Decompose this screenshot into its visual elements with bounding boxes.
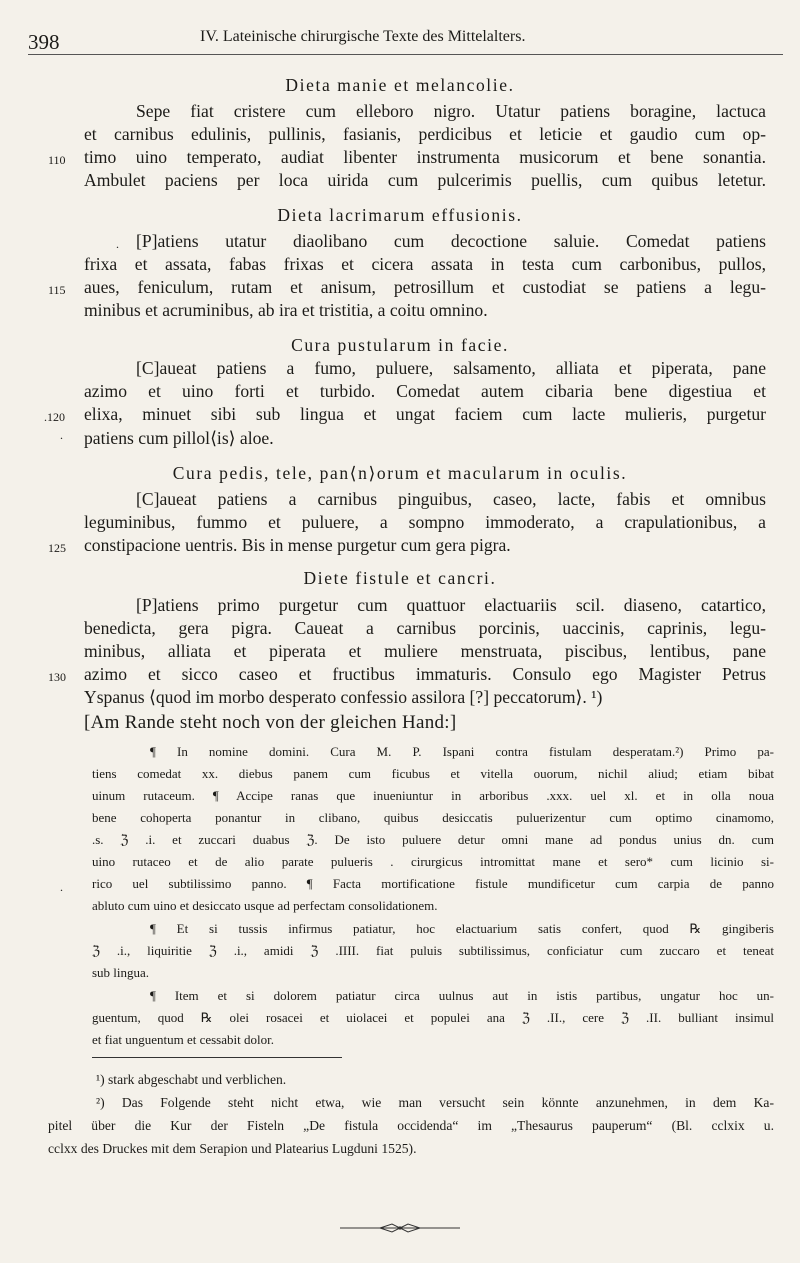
section-heading: Dieta manie et melancolie. (285, 75, 515, 95)
text-line: Yspanus ⟨quod im morbo desperato confessio assilora [?] peccatorum⟩. ¹) (84, 687, 603, 707)
small-print-line: uinum rutaceum. ¶ Accipe ranas que inueniuntur in arboribus .xxx. uel xl. et in olla noua (92, 788, 774, 803)
small-print-line: rico uel subtilissimo panno. ¶ Facta mortificatione fistule mundificetur cum carpia de panno (92, 876, 774, 891)
page-header (28, 22, 788, 52)
small-print-line: guentum, quod ℞ olei rosacei et uiolacei et populei ana ℨ .II., cere ℨ .II. bulliant insimul (92, 1010, 774, 1025)
text-line: [P]atiens utatur diaolibano cum decoctione saluie. Comedat patiens (136, 231, 766, 251)
text-line: elixa, minuet sibi sub lingua et ungat faciem cum lacte mulieris, purgetur (84, 404, 766, 424)
running-head: IV. Lateinische chirurgische Texte des Mittelalters. (200, 28, 526, 45)
small-print-line: bene cohoperta ponantur in clibano, quibus desiccatis puluerizentur cum optimo cinamomo, (92, 810, 774, 825)
line-number: 125 (48, 541, 66, 555)
footnote-line: ²) Das Folgende steht nicht etwa, wie man versucht sein könnte anzunehmen, in dem Ka- (96, 1095, 774, 1110)
text-line: [C]aueat patiens a carnibus pinguibus, caseo, lacte, fabis et omnibus (136, 489, 766, 509)
text-line: benedicta, gera pigra. Caueat a carnibus porcinis, uaccinis, caprinis, legu- (84, 618, 766, 638)
text-line: leguminibus, fummo et puluere, a sompno immoderato, a crapulationibus, a (84, 512, 766, 532)
section-heading: Diete fistule et cancri. (303, 568, 497, 588)
text-line: frixa et assata, fabas frixas et cicera assata in testa cum carbonibus, pullos, (84, 254, 766, 274)
section-heading: Dieta lacrimarum effusionis. (277, 205, 523, 225)
text-line: [C]aueat patiens a fumo, puluere, salsamento, alliata et piperata, pane (136, 358, 766, 378)
small-print-line: tiens comedat xx. diebus panem cum ficubus et vitella ouorum, nichil aliud; etiam bibat (92, 766, 774, 781)
margin-dot: . (60, 428, 63, 442)
header-rule (28, 54, 783, 55)
small-print-line: ¶ Et si tussis infirmus patiatur, hoc elactuarium satis confert, quod ℞ gingiberis (150, 921, 774, 936)
small-print-line: abluto cum uino et desiccato usque ad perfectam consolidationem. (92, 898, 438, 913)
margin-dot: . (60, 880, 63, 894)
line-number: 130 (48, 670, 66, 684)
small-print-line: ¶ Item et si dolorem patiatur circa uulnus aut in istis partibus, ungatur hoc un- (150, 988, 774, 1003)
small-print-line: uino rutaceo et de alio parate pulueris . cirurgicus intromittat mane et sero* cum licinio si- (92, 854, 774, 869)
margin-note-heading: [Am Rande steht noch von der gleichen Hand:] (84, 712, 457, 733)
text-line: Ambulet paciens per loca uirida cum pulcerimis puellis, cum quibus letetur. (84, 170, 766, 190)
line-number: 110 (48, 153, 66, 167)
small-print-line: ℨ .i., liquiritie ℨ .i., amidi ℨ .IIII. fiat puluis subtilissimus, conficiatur cum zuccaro et teneat (92, 943, 774, 958)
text-line: aues, feniculum, rutam et anisum, petrosillum et custodiat se patiens a legu- (84, 277, 766, 297)
small-print-line: ¶ In nomine domini. Cura M. P. Ispani contra fistulam desperatam.²) Primo pa- (150, 744, 774, 759)
margin-dot: . (116, 237, 119, 251)
text-line: minibus, alliata et piperata et muliere menstruata, piscibus, lentibus, pane (84, 641, 766, 661)
text-line: minibus et acruminibus, ab ira et tristitia, a coitu omnino. (84, 300, 488, 320)
footnote-line: ¹) stark abgeschabt und verblichen. (96, 1072, 287, 1087)
text-line: timo uino temperato, audiat libenter instrumenta musicorum et bene sonantia. (84, 147, 766, 167)
text-line: azimo et uino forti et turbido. Comedat autem cibaria bene digestiua et (84, 381, 766, 401)
text-line: [P]atiens primo purgetur cum quattuor elactuariis scil. diaseno, catartico, (136, 595, 766, 615)
page-number: 398 (28, 30, 60, 54)
small-print-line: .s. ℨ .i. et zuccari duabus ℨ. De isto puluere detur omni mane ad pondus unius dn. cum (92, 832, 774, 847)
text-line: patiens cum pillol⟨is⟩ aloe. (84, 428, 274, 448)
line-number: 115 (48, 283, 66, 297)
text-line: constipacione uentris. Bis in mense purgetur cum gera pigra. (84, 535, 511, 555)
text-line: Sepe fiat cristere cum elleboro nigro. Utatur patiens boragine, lactuca (136, 101, 766, 121)
text-line: et carnibus edulinis, pullinis, fasianis, perdicibus et leticie et gaudio cum op- (84, 124, 766, 144)
footnote-line: pitel über die Kur der Fisteln „De fistula occidenda“ im „Thesaurus pauperum“ (Bl. cclxix u. (48, 1118, 774, 1133)
small-print-line: et fiat unguentum et cessabit dolor. (92, 1032, 274, 1047)
section-heading: Cura pedis, tele, pan⟨n⟩orum et macularum in oculis. (172, 463, 628, 483)
small-print-line: sub lingua. (92, 965, 150, 980)
footnote-rule (92, 1057, 342, 1058)
line-number: .120 (44, 410, 65, 424)
section-heading: Cura pustularum in facie. (291, 335, 509, 355)
end-ornament (340, 1222, 460, 1234)
footnote-line: cclxx des Druckes mit dem Serapion und Platearius Lugduni 1525). (48, 1141, 417, 1156)
text-line: azimo et sicco caseo et fructibus immaturis. Consulo ego Magister Petrus (84, 664, 766, 684)
